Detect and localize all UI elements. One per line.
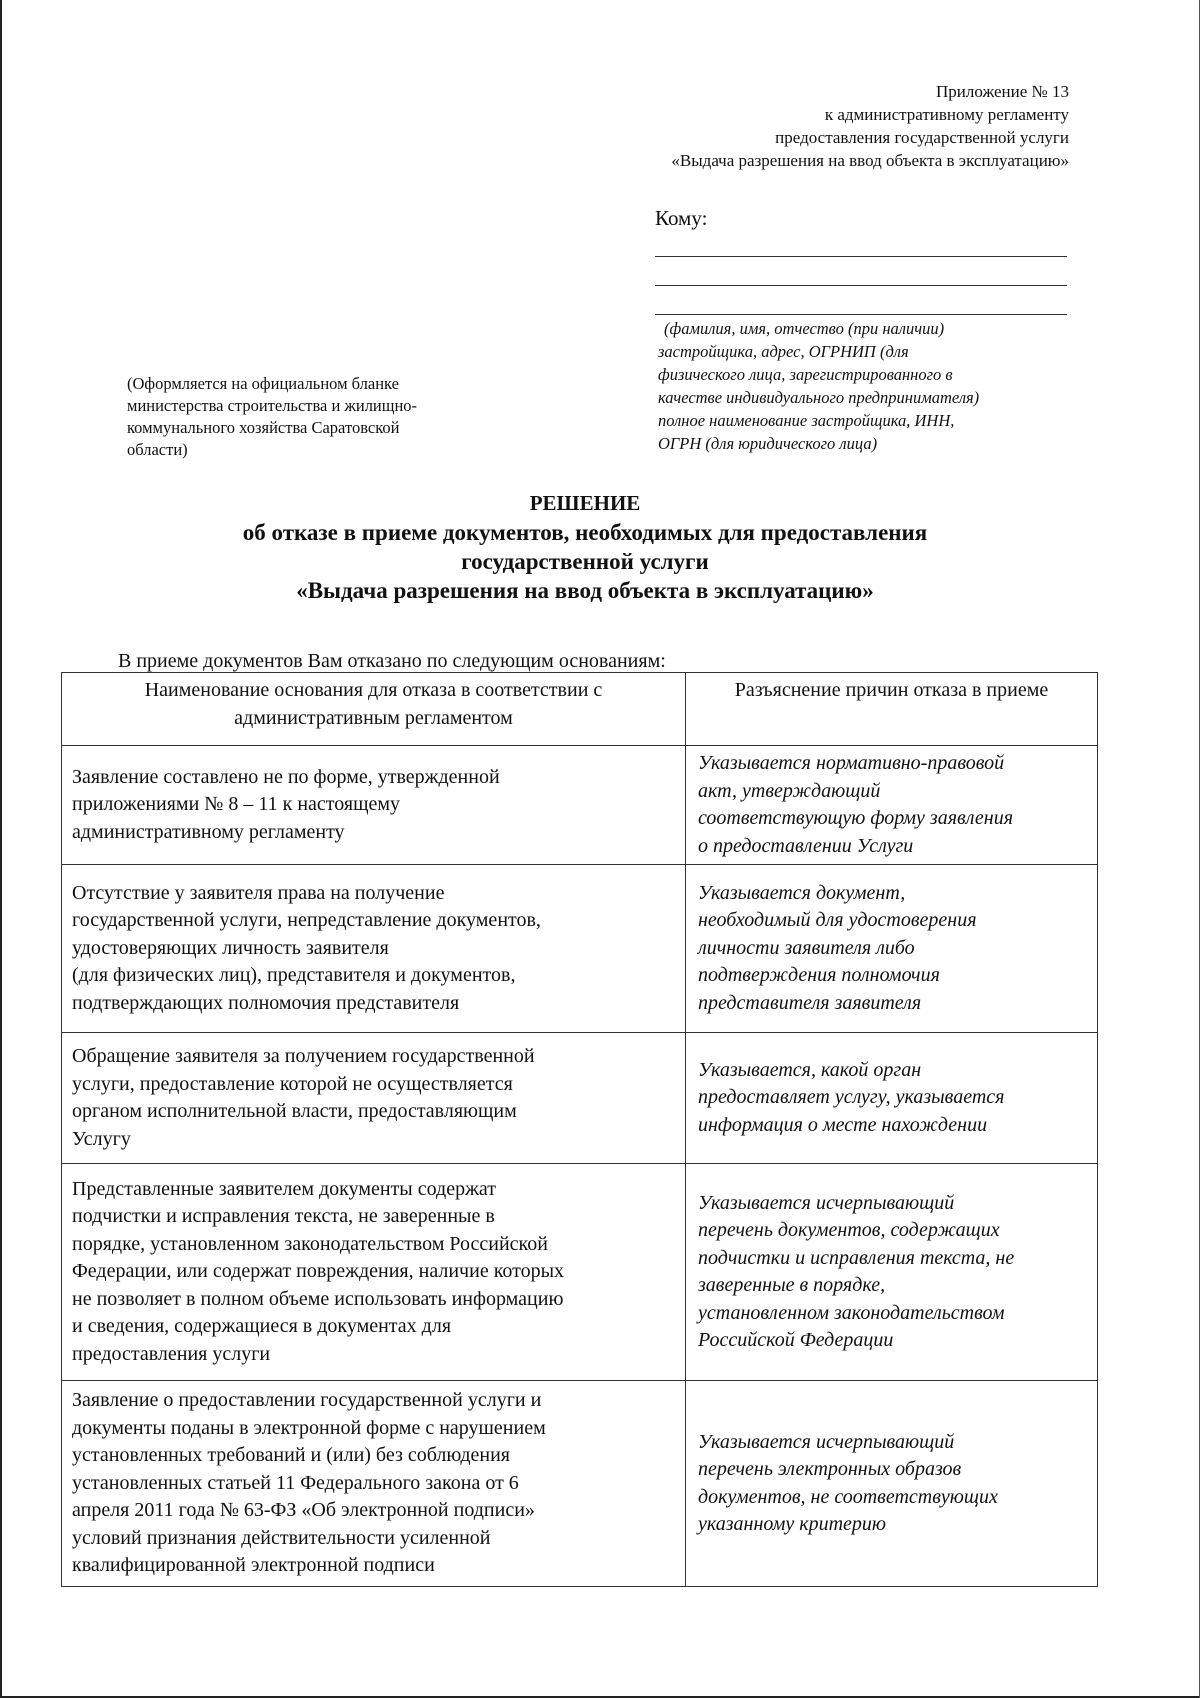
recipient-blank-line [655,314,1067,315]
official-blank-note [127,373,507,461]
explanation-cell [686,1033,1098,1164]
explanation-line: Указывается, какой орган [698,1058,922,1081]
reason-line: государственной услуги, непредставление документов, [72,909,541,932]
reason-line: и сведения, содержащиеся в документах для [72,1315,452,1338]
header-line: Наименование основания для отказа в соответствии с [144,679,603,701]
blank-note-line: (Оформляется на официальном бланке [127,374,399,393]
reason-line: порядке, установленном законодательством Российской [72,1232,548,1255]
explanation-line: перечень электронных образов [698,1458,962,1480]
recipient-note-line: полное наименование застройщика, ИНН, [658,411,955,430]
refusal-reasons-table [61,672,1098,1587]
explanation-line: подчистки и исправления текста, не [698,1246,1015,1269]
recipient-note [658,317,1078,455]
reason-line: апреля 2011 года № 63-ФЗ «Об электронной подписи» [72,1499,535,1522]
title-service-name: «Выдача разрешения на ввод объекта в эксплуатацию» [296,578,874,603]
reason-cell [62,1164,686,1381]
reason-line: органом исполнительной власти, предоставляющим [72,1100,517,1122]
document-title [100,489,1070,605]
reason-cell [62,1381,686,1587]
explanation-line: личности заявителя либо [698,936,915,959]
explanation-line: Указывается исчерпывающий [698,1191,955,1214]
recipient-note-line: физического лица, зарегистрированного в [658,365,953,384]
reason-line: Отсутствие у заявителя права на получение [72,881,445,904]
reason-line: установленных статьей 11 Федерального закона от 6 [72,1471,519,1494]
reason-line: (для физических лиц), представителя и документов, [72,964,516,987]
explanation-line: Указывается нормативно-правовой [698,752,1005,774]
explanation-line: указанному критерию [698,1513,887,1535]
recipient-note-line: застройщика, адрес, ОГРНИП (для [658,342,909,361]
reason-cell [62,865,686,1033]
intro-text: В приеме документов Вам отказано по следующим основаниям: [118,650,666,672]
table-row [62,1033,1098,1164]
reason-line: подчистки и исправления текста, не заверенные в [72,1205,495,1228]
explanation-line: заверенные в порядке, [698,1274,886,1296]
recipient-blank-line [655,256,1067,257]
header-explanation: Разъяснение причин отказа в приеме [686,673,1098,746]
blank-note-line: области) [127,440,188,459]
recipient-blank-line [655,285,1067,286]
title-subject: государственной услуги [461,549,709,574]
appendix-header [509,80,1069,172]
explanation-line: подтверждения полномочия [698,964,940,987]
reason-line: удостоверяющих личность заявителя [72,936,389,959]
reason-line: приложениями № 8 – 11 к настоящему [72,793,401,816]
reason-line: предоставления услуги [72,1342,271,1365]
explanation-line: перечень документов, содержащих [698,1219,1000,1241]
explanation-cell [686,1381,1098,1587]
explanation-cell [686,1164,1098,1381]
reason-line: не позволяет в полном объеме использовать информацию [72,1287,564,1310]
appendix-line: предоставления государственной услуги [775,128,1069,147]
reason-line: условий признания действительности усиленной [72,1526,491,1549]
recipient-note-line: (фамилия, имя, отчество (при наличии) [664,319,945,338]
reason-line: Обращение заявителя за получением государственной [72,1045,535,1067]
table-header-row [62,673,1098,746]
table-row [62,746,1098,865]
explanation-cell [686,865,1098,1033]
reason-line: Заявление составлено не по форме, утвержденной [72,765,500,788]
reason-line: Услугу [72,1127,131,1150]
explanation-line: представителя заявителя [698,991,922,1014]
explanation-line: о предоставлении Услуги [698,834,914,857]
reason-line: Заявление о предоставлении государственной услуги и [72,1389,542,1412]
title-subject: об отказе в приеме документов, необходимых для предоставления [242,520,928,545]
reason-line: Федерации, или содержат повреждения, наличие которых [72,1260,565,1283]
appendix-line: к административному регламенту [824,105,1069,124]
explanation-line: Указывается документ, [698,881,906,904]
table-row [62,1164,1098,1381]
reason-line: административному регламенту [72,820,345,843]
reason-cell [62,746,686,865]
explanation-line: предоставляет услугу, указывается [698,1086,1005,1109]
explanation-line: документов, не соответствующих [698,1485,998,1508]
appendix-line: Приложение № 13 [936,82,1069,101]
reason-line: установленных требований и (или) без соблюдения [72,1444,510,1467]
explanation-line: информация о месте нахождении [698,1113,988,1136]
explanation-line: установленном законодательством [698,1301,1005,1324]
header-line: административным регламентом [234,706,513,729]
explanation-line: соответствующую форму заявления [698,807,1014,829]
table-row [62,1381,1098,1587]
header-reason [62,673,686,746]
reason-line: услуги, предоставление которой не осуществляется [72,1072,513,1095]
explanation-line: Российской Федерации [698,1329,894,1351]
recipient-label: Кому: [655,206,708,230]
explanation-line: Указывается исчерпывающий [698,1430,955,1453]
blank-note-line: коммунального хозяйства Саратовской [127,418,400,437]
reason-cell [62,1033,686,1164]
explanation-cell [686,746,1098,865]
reason-line: квалифицированной электронной подписи [72,1554,435,1577]
title-decision: РЕШЕНИЕ [529,491,641,515]
reason-line: документы поданы в электронной форме с нарушением [72,1416,546,1439]
explanation-line: акт, утверждающий [698,779,881,802]
recipient-note-line: ОГРН (для юридического лица) [658,434,878,453]
appendix-line: «Выдача разрешения на ввод объекта в эксплуатацию» [671,151,1069,170]
reason-line: подтверждающих полномочия представителя [72,991,460,1014]
blank-note-line: министерства строительства и жилищно- [127,396,418,415]
explanation-line: необходимый для удостоверения [698,909,977,932]
recipient-note-line: качестве индивидуального предпринимателя) [658,388,980,407]
reason-line: Представленные заявителем документы содержат [72,1177,497,1200]
table-row [62,865,1098,1033]
